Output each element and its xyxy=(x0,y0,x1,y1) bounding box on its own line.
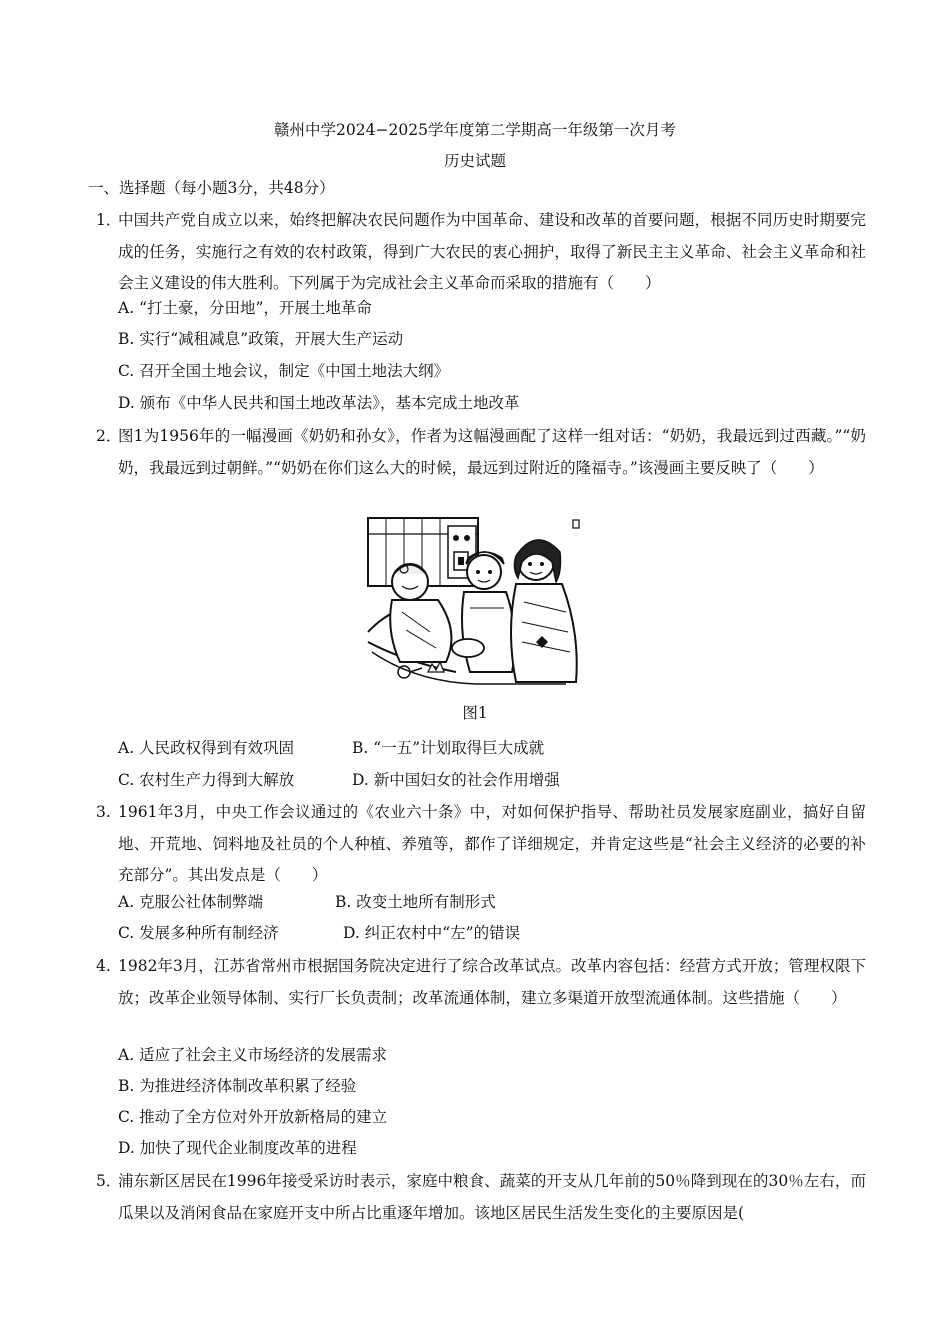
question-stem: 浦东新区居民在1996年接受采访时表示，家庭中粮食、蔬菜的开支从几年前的50％降到现在的30％左右，而瓜果以及消闲食品在家庭开支中所占比重逐年增加。该地区居民生活发生变化的主要原因是( xyxy=(118,1172,866,1222)
question-stem: 图1为1956年的一幅漫画《奶奶和孙女》，作者为这幅漫画配了这样一组对话：“奶奶，我最远到过西藏。”“奶奶，我最远到过朝鲜。”“奶奶在你们这么大的时候，最远到过附近的隆福寺。”该漫画主要反映了（ ） xyxy=(118,427,866,477)
cartoon-figure xyxy=(366,512,584,690)
question-number: 5． xyxy=(96,1172,122,1190)
question-number: 4. xyxy=(96,957,111,975)
option-a: A. 适应了社会主义市场经济的发展需求 xyxy=(118,1046,388,1064)
question-number: 2． xyxy=(96,427,122,445)
option-c: C. 发展多种所有制经济 xyxy=(118,924,279,942)
option-b: B. 为推进经济体制改革积累了经验 xyxy=(118,1077,357,1095)
option-c: C. 推动了全方位对外开放新格局的建立 xyxy=(118,1108,388,1126)
exam-title: 赣州中学2024−2025学年度第二学期高一年级第一次月考 xyxy=(274,121,676,139)
option-a: A. “打土豪，分田地”，开展土地革命 xyxy=(118,299,372,317)
option-c: C. 召开全国土地会议，制定《中国土地法大纲》 xyxy=(118,362,450,380)
question-stem: 1982年3月，江苏省常州市根据国务院决定进行了综合改革试点。改革内容包括：经营方式开放；管理权限下放；改革企业领导体制、实行厂长负责制；改革流通体制，建立多渠道开放型流通体制。这些措施（ ） xyxy=(118,957,866,1007)
option-b: B. 实行“减租减息”政策，开展大生产运动 xyxy=(118,330,404,348)
option-d: D. 新中国妇女的社会作用增强 xyxy=(352,771,560,789)
question-number: 3. xyxy=(96,803,111,821)
section-heading: 一、选择题（每小题3分，共48分） xyxy=(88,179,335,197)
option-b: B. “一五”计划取得巨大成就 xyxy=(352,739,545,757)
option-d: D. 颁布《中华人民共和国土地改革法》，基本完成土地改革 xyxy=(118,394,520,412)
option-c: C. 农村生产力得到大解放 xyxy=(118,771,295,789)
option-a: A. 克服公社体制弊端 xyxy=(118,893,264,911)
option-a: A. 人民政权得到有效巩固 xyxy=(118,739,295,757)
option-b: B. 改变土地所有制形式 xyxy=(335,893,496,911)
option-d: D. 纠正农村中“左”的错误 xyxy=(343,924,521,942)
figure-caption: 图1 xyxy=(462,704,488,722)
option-d: D. 加快了现代企业制度改革的进程 xyxy=(118,1139,357,1157)
question-number: 1． xyxy=(96,211,122,229)
question-stem: 1961年3月，中央工作会议通过的《农业六十条》中，对如何保护指导、帮助社员发展家庭副业，搞好自留地、开荒地、饲料地及社员的个人种植、养殖等，都作了详细规定，并肯定这些是“社会主义经济的必要的补充部分”。其出发点是（ ） xyxy=(118,803,866,884)
exam-subject: 历史试题 xyxy=(443,152,506,170)
question-stem: 中国共产党自成立以来，始终把解决农民问题作为中国革命、建设和改革的首要问题，根据不同历史时期要完成的任务，实施行之有效的农村政策，得到广大农民的衷心拥护，取得了新民主主义革命、社会主义革命和社会主义建设的伟大胜利。下列属于为完成社会主义革命而采取的措施有（ ） xyxy=(118,211,866,292)
